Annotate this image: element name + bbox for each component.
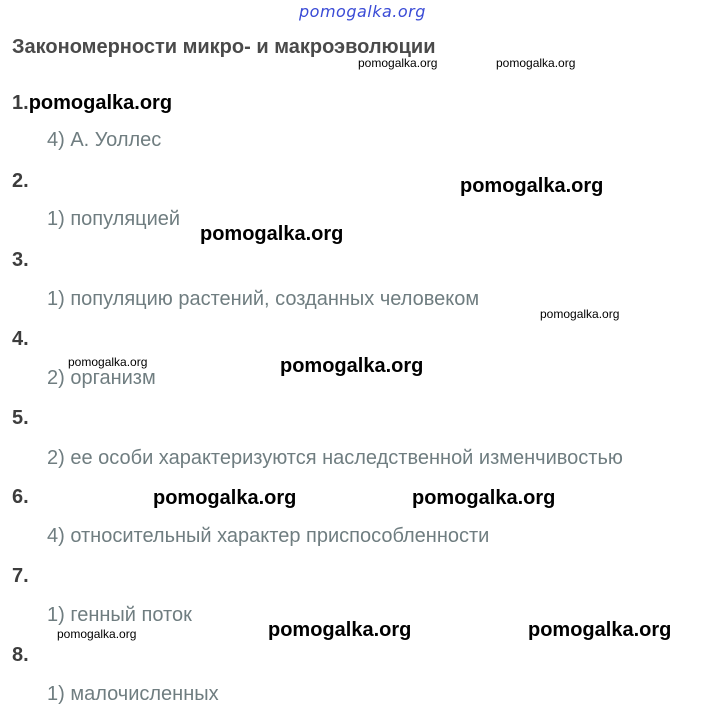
watermark: pomogalka.org [153,487,297,509]
watermark: pomogalka.org [28,92,173,114]
watermark: pomogalka.org [460,175,604,197]
watermark: pomogalka.org [496,56,576,70]
answer-text: 4) А. Уоллес [47,129,162,151]
question-number: 7. [12,565,29,587]
page-title: Закономерности микро- и макроэволюции [12,36,436,58]
watermark: pomogalka.org [540,307,620,321]
watermark: pomogalka.org [268,619,412,641]
answer-text: 2) организм [47,367,156,389]
watermark: pomogalka.org [528,619,672,641]
watermark: pomogalka.org [412,487,556,509]
question-number: 6. [12,486,29,508]
watermark: pomogalka.org [358,56,438,70]
watermark: pomogalka.org [280,355,424,377]
question-number: 5. [12,407,29,429]
answer-text: 4) относительный характер приспособленности [47,525,490,547]
header-watermark: pomogalka.org [299,2,426,21]
answer-text: 1) генный поток [47,604,192,626]
question-number: 3. [12,249,29,271]
question-number: 2. [12,170,29,192]
question-number: 8. [12,644,29,666]
watermark: pomogalka.org [68,355,148,369]
watermark: pomogalka.org [57,627,137,641]
question-number: 1.pomogalka.org [12,92,173,114]
question-number: 4. [12,328,29,350]
watermark: pomogalka.org [200,223,344,245]
answer-text: 1) популяцией [47,208,181,230]
answer-text: 1) малочисленных [47,683,219,705]
answer-text: 2) ее особи характеризуются наследственной изменчивостью [47,447,623,469]
answer-text: 1) популяцию растений, созданных человеком [47,288,480,310]
